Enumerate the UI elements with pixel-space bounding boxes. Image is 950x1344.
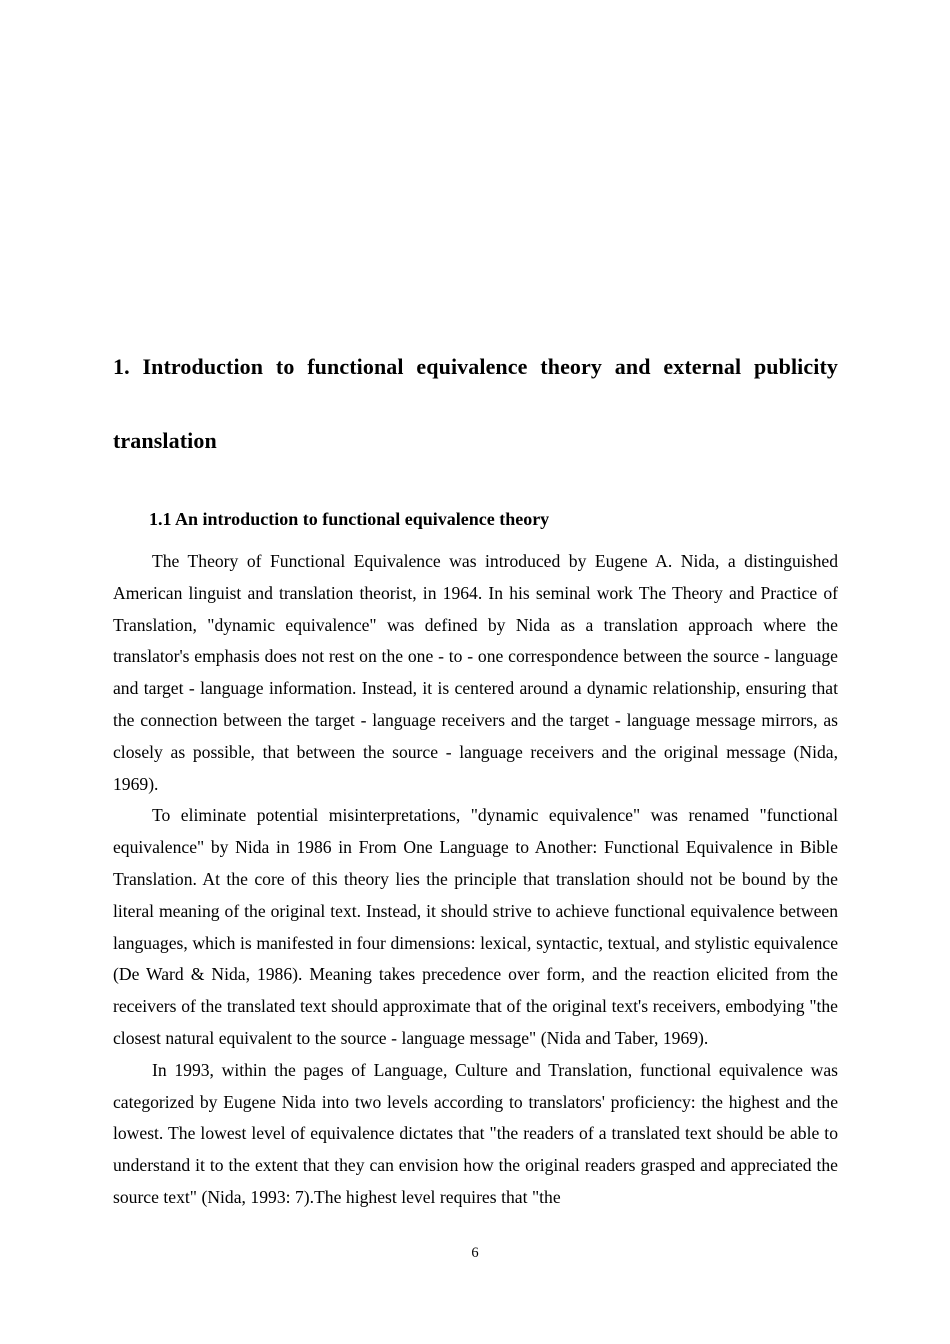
body-paragraph-1: The Theory of Functional Equivalence was introduced by Eugene A. Nida, a distinguished American linguist and translation theorist, in 1964. In his seminal work The Theory and Practice of Translation, "dynamic equivalence" was defined by Nida as a translation approach where the translator's emphasis does not rest on the one - to - one correspondence between the source - language and target - language information. Instead, it is centered around a dynamic relationship, ensuring that the connection between the target - language receivers and the target - language message mirrors, as closely as possible, that between the source - language receivers and the original message (Nida, 1969). bbox=[113, 551, 838, 794]
page-number: 6 bbox=[471, 1245, 479, 1261]
section-heading-1-1: 1.1 An introduction to functional equivalence theory bbox=[149, 509, 550, 529]
chapter-heading bbox=[113, 330, 838, 478]
body-paragraph-3: In 1993, within the pages of Language, Culture and Translation, functional equivalence was categorized by Eugene Nida into two levels according to translators' proficiency: the highest and the lowest. The lowest level of equivalence dictates that "the readers of a translated text should be able to understand it to the extent that they can envision how the original readers grasped and appreciated the source text" (Nida, 1993: 7).The highest level requires that "the bbox=[113, 1059, 838, 1207]
chapter-heading-line-2: translation bbox=[113, 428, 217, 453]
page-content bbox=[113, 0, 838, 1214]
top-margin-spacer bbox=[113, 0, 838, 330]
chapter-heading-line-1: 1. Introduction to functional equivalence theory and external publicity bbox=[113, 354, 838, 379]
body-paragraph-2: To eliminate potential misinterpretations, "dynamic equivalence" was renamed "functional equivalence" by Nida in 1986 in From One Language to Another: Functional Equivalence in Bible Translation. At the core of this theory lies the principle that translation should not be bound by the literal meaning of the original text. Instead, it should strive to achieve functional equivalence between languages, which is manifested in four dimensions: lexical, syntactic, textual, and stylistic equivalence (De Ward & Nida, 1986). Meaning takes precedence over form, and the reaction elicited from the receivers of the translated text should approximate that of the original text's receivers, embodying "the closest natural equivalent to the source - language message" (Nida and Taber, 1969). bbox=[113, 805, 838, 1048]
